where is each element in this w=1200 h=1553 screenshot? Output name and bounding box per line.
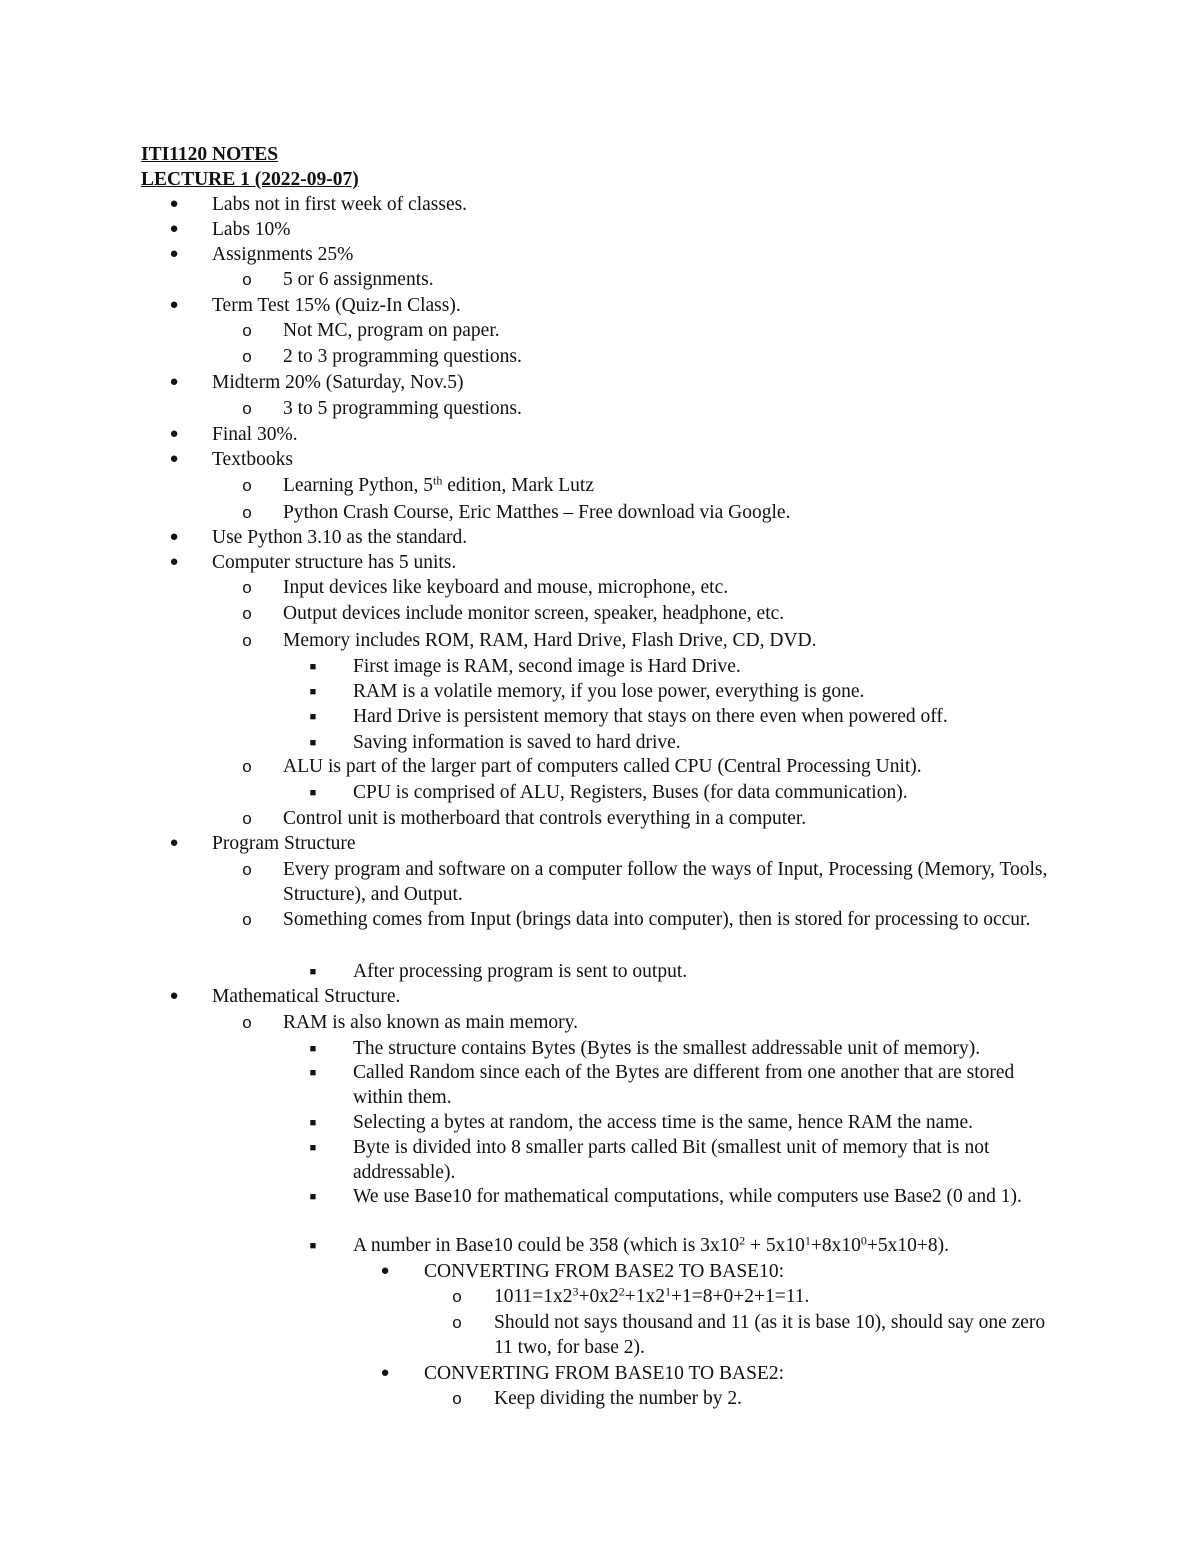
bullet-icon: ● bbox=[169, 374, 179, 390]
list-item-text: Program Structure bbox=[212, 833, 356, 854]
list-item-text: Control unit is motherboard that controls everything in a computer. bbox=[283, 808, 807, 829]
list-item-text: Output devices include monitor screen, speaker, headphone, etc. bbox=[283, 603, 785, 624]
list-item-text: Byte is divided into 8 smaller parts called Bit (smallest unit of memory that is not addressable). bbox=[353, 1137, 990, 1183]
list-item-text: Labs not in first week of classes. bbox=[212, 194, 468, 215]
text-segment: +0x2 bbox=[578, 1286, 619, 1307]
list-item-text: First image is RAM, second image is Hard Drive. bbox=[353, 656, 741, 677]
superscript: 1 bbox=[665, 1284, 672, 1299]
text-segment: Learning Python, 5 bbox=[283, 475, 434, 496]
list-item-text: 2 to 3 programming questions. bbox=[283, 346, 522, 367]
list-item-text: Saving information is saved to hard drive. bbox=[353, 732, 681, 753]
list-item-text: Keep dividing the number by 2. bbox=[494, 1388, 743, 1409]
bullet-icon: ● bbox=[169, 451, 179, 467]
bullet-icon: ● bbox=[169, 221, 179, 237]
square-bullet-icon: ■ bbox=[309, 1117, 317, 1129]
list-item-text: CPU is comprised of ALU, Registers, Buses (for data communication). bbox=[353, 782, 908, 803]
text-segment: +5x10+8). bbox=[866, 1235, 950, 1256]
text-segment: +8x10 bbox=[810, 1235, 861, 1256]
list-item-text: Something comes from Input (brings data into computer), then is stored for processing to occur. bbox=[283, 909, 1031, 930]
bullet-icon: ● bbox=[380, 1365, 390, 1381]
list-item-text bbox=[494, 1284, 809, 1309]
square-bullet-icon: ■ bbox=[309, 1142, 317, 1154]
square-bullet-icon: ■ bbox=[309, 1067, 317, 1079]
bullet-icon: ● bbox=[169, 529, 179, 545]
text-segment: +1=8+0+2+1=11. bbox=[671, 1286, 810, 1307]
list-item-text: RAM is also known as main memory. bbox=[283, 1012, 579, 1033]
circle-bullet-icon: o bbox=[242, 503, 252, 522]
bullet-icon: ● bbox=[169, 988, 179, 1004]
circle-bullet-icon: o bbox=[452, 1287, 462, 1306]
list-item-text: Mathematical Structure. bbox=[212, 986, 401, 1007]
list-item-text: Input devices like keyboard and mouse, microphone, etc. bbox=[283, 577, 729, 598]
list-item-text bbox=[283, 473, 594, 498]
list-item-text: Use Python 3.10 as the standard. bbox=[212, 527, 468, 548]
document-title: ITI1120 NOTES bbox=[141, 144, 279, 165]
list-item-text: Selecting a bytes at random, the access time is the same, hence RAM the name. bbox=[353, 1112, 974, 1133]
list-item-text: Midterm 20% (Saturday, Nov.5) bbox=[212, 372, 464, 393]
list-item-text: Called Random since each of the Bytes are different from one another that are stored within them. bbox=[353, 1062, 1015, 1108]
list-item-text: The structure contains Bytes (Bytes is the smallest addressable unit of memory). bbox=[353, 1038, 981, 1059]
list-item-text: Memory includes ROM, RAM, Hard Drive, Flash Drive, CD, DVD. bbox=[283, 630, 817, 651]
superscript: 2 bbox=[618, 1284, 625, 1299]
bullet-icon: ● bbox=[169, 554, 179, 570]
circle-bullet-icon: o bbox=[452, 1389, 462, 1408]
circle-bullet-icon: o bbox=[242, 347, 252, 366]
bullet-icon: ● bbox=[169, 297, 179, 313]
superscript: 2 bbox=[739, 1233, 746, 1248]
bullet-icon: ● bbox=[169, 426, 179, 442]
square-bullet-icon: ■ bbox=[309, 1191, 317, 1203]
list-item-text: CONVERTING FROM BASE10 TO BASE2: bbox=[424, 1363, 784, 1384]
circle-bullet-icon: o bbox=[242, 757, 252, 776]
list-item-text: After processing program is sent to output. bbox=[353, 961, 688, 982]
list-item-text bbox=[353, 1233, 949, 1258]
circle-bullet-icon: o bbox=[242, 1013, 252, 1032]
list-item-text: Final 30%. bbox=[212, 424, 298, 445]
square-bullet-icon: ■ bbox=[309, 686, 317, 698]
superscript: th bbox=[433, 473, 443, 488]
bullet-icon: ● bbox=[380, 1263, 390, 1279]
circle-bullet-icon: o bbox=[242, 631, 252, 650]
superscript: 3 bbox=[572, 1284, 579, 1299]
bullet-icon: ● bbox=[169, 246, 179, 262]
list-item-text: Computer structure has 5 units. bbox=[212, 552, 457, 573]
text-segment: edition, Mark Lutz bbox=[442, 475, 595, 496]
text-segment: +1x2 bbox=[624, 1286, 666, 1307]
circle-bullet-icon: o bbox=[242, 910, 252, 929]
list-item-text: RAM is a volatile memory, if you lose power, everything is gone. bbox=[353, 681, 865, 702]
lecture-heading: LECTURE 1 (2022-09-07) bbox=[141, 169, 359, 190]
list-item-text: Textbooks bbox=[212, 449, 293, 470]
superscript: 0 bbox=[860, 1233, 867, 1248]
list-item-text: Not MC, program on paper. bbox=[283, 320, 500, 341]
list-item-text: Every program and software on a computer follow the ways of Input, Processing (Memory, Tools, Structure), and Output. bbox=[283, 859, 1048, 905]
circle-bullet-icon: o bbox=[242, 476, 252, 495]
circle-bullet-icon: o bbox=[242, 399, 252, 418]
bullet-icon: ● bbox=[169, 196, 179, 212]
square-bullet-icon: ■ bbox=[309, 711, 317, 723]
circle-bullet-icon: o bbox=[242, 809, 252, 828]
bullet-icon: ● bbox=[169, 835, 179, 851]
list-item-text: Hard Drive is persistent memory that stays on there even when powered off. bbox=[353, 706, 948, 727]
list-item-text: Assignments 25% bbox=[212, 244, 354, 265]
circle-bullet-icon: o bbox=[242, 270, 252, 289]
circle-bullet-icon: o bbox=[452, 1313, 462, 1332]
text-segment: A number in Base10 could be 358 (which is 3x10 bbox=[353, 1235, 740, 1256]
list-item-text: 3 to 5 programming questions. bbox=[283, 398, 522, 419]
circle-bullet-icon: o bbox=[242, 321, 252, 340]
list-item-text: Python Crash Course, Eric Matthes – Free download via Google. bbox=[283, 502, 791, 523]
circle-bullet-icon: o bbox=[242, 578, 252, 597]
text-segment: + 5x10 bbox=[745, 1235, 805, 1256]
list-item-text: 5 or 6 assignments. bbox=[283, 269, 434, 290]
text-segment: 1011=1x2 bbox=[494, 1286, 573, 1307]
list-item-text: Labs 10% bbox=[212, 219, 291, 240]
square-bullet-icon: ■ bbox=[309, 966, 317, 978]
list-item-text: We use Base10 for mathematical computations, while computers use Base2 (0 and 1). bbox=[353, 1186, 1022, 1207]
list-item-text: Term Test 15% (Quiz-In Class). bbox=[212, 295, 461, 316]
square-bullet-icon: ■ bbox=[309, 1043, 317, 1055]
square-bullet-icon: ■ bbox=[309, 661, 317, 673]
list-item-text: ALU is part of the larger part of computers called CPU (Central Processing Unit). bbox=[283, 756, 922, 777]
square-bullet-icon: ■ bbox=[309, 1240, 317, 1252]
square-bullet-icon: ■ bbox=[309, 787, 317, 799]
square-bullet-icon: ■ bbox=[309, 737, 317, 749]
list-item-text: Should not says thousand and 11 (as it is base 10), should say one zero 11 two, for base 2). bbox=[494, 1312, 1046, 1358]
circle-bullet-icon: o bbox=[242, 604, 252, 623]
list-item-text: CONVERTING FROM BASE2 TO BASE10: bbox=[424, 1261, 784, 1282]
superscript: 1 bbox=[804, 1233, 811, 1248]
circle-bullet-icon: o bbox=[242, 860, 252, 879]
